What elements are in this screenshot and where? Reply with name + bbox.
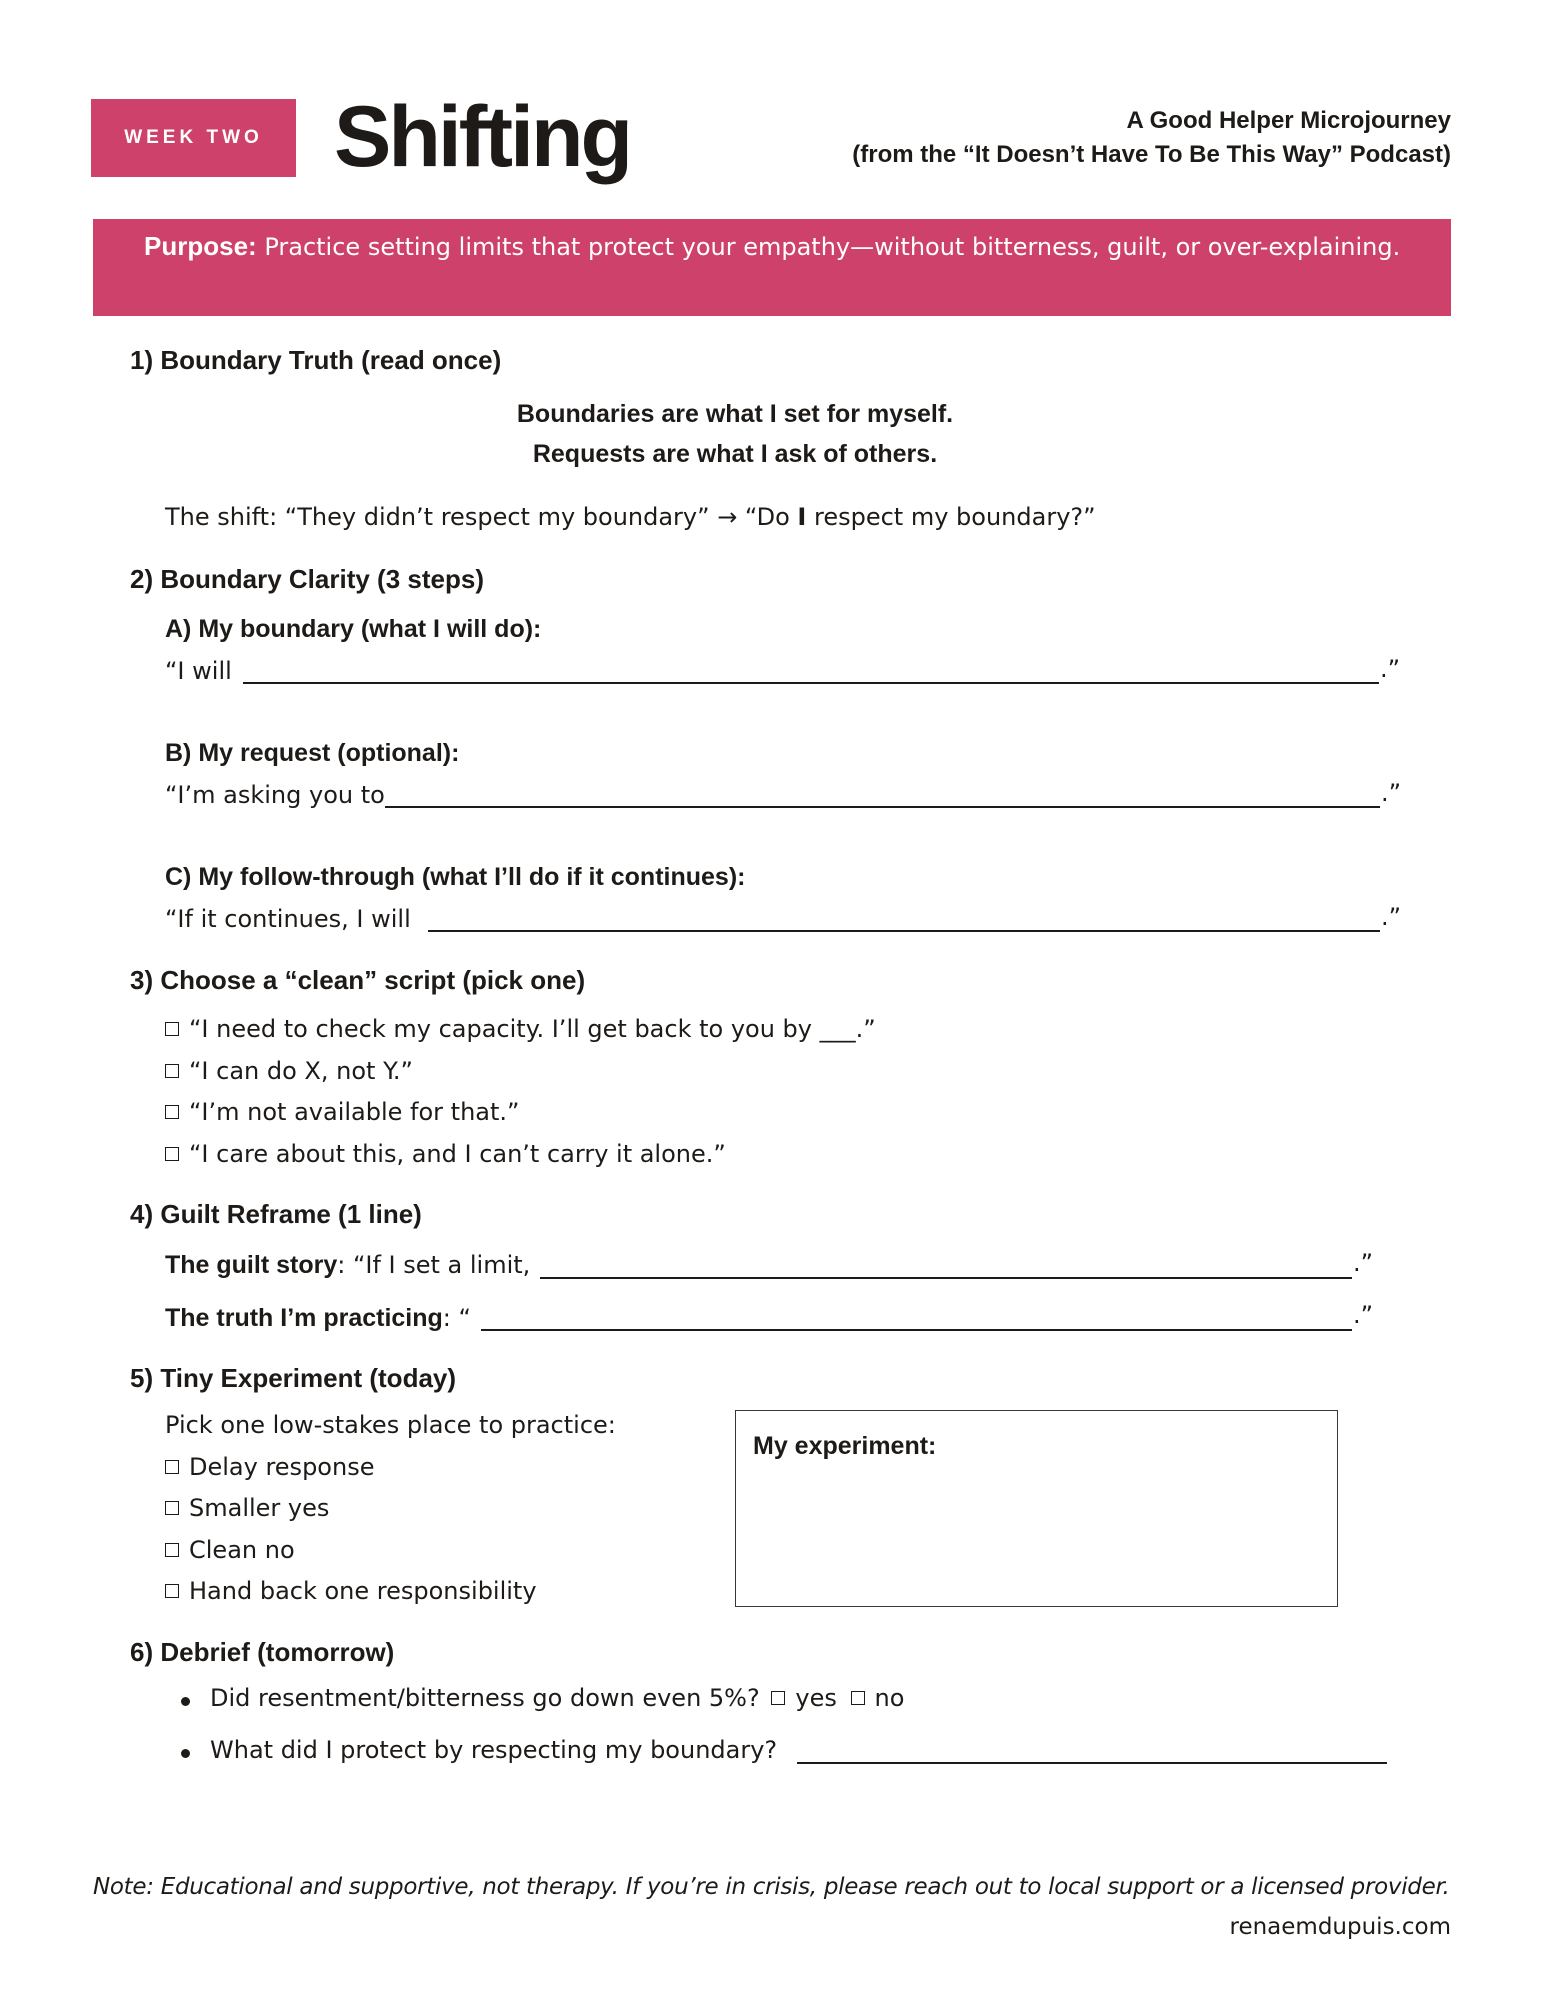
debrief-question-2: What did I protect by respecting my boundary?	[210, 1736, 778, 1764]
guilt-story-label: The guilt story	[165, 1251, 338, 1279]
section-2-heading: 2) Boundary Clarity (3 steps)	[130, 564, 484, 594]
disclaimer-note: Note: Educational and supportive, not therapy. If you’re in crisis, please reach out to local support or a licensed provider.	[93, 1874, 1450, 1900]
script-option[interactable]	[165, 1012, 876, 1046]
shift-suffix: respect my boundary?”	[806, 503, 1096, 531]
section-1-heading: 1) Boundary Truth (read once)	[130, 345, 502, 375]
boundary-label: A) My boundary (what I will do):	[165, 615, 542, 643]
truth-practicing-label: The truth I’m practicing	[165, 1304, 443, 1332]
experiment-option-text: Delay response	[189, 1453, 375, 1481]
experiment-option[interactable]	[165, 1574, 537, 1608]
script-option-text: “I can do X, not Y.”	[189, 1057, 413, 1085]
series-subtitle	[852, 104, 1451, 172]
debrief-write-line[interactable]	[797, 1762, 1387, 1764]
follow-through-write-line[interactable]	[428, 930, 1380, 932]
purpose-banner	[93, 219, 1451, 316]
checkbox-icon[interactable]	[165, 1022, 179, 1036]
truth-practicing-prompt: : “	[442, 1304, 471, 1332]
website-link[interactable]: renaemdupuis.com	[1229, 1914, 1451, 1940]
guilt-story-line-end: .”	[1353, 1249, 1374, 1277]
script-option-text: “I care about this, and I can’t carry it alone.”	[189, 1140, 726, 1168]
script-option-text: “I need to check my capacity. I’ll get back to you by ___.”	[189, 1015, 876, 1043]
request-write-line[interactable]	[385, 806, 1380, 808]
script-option[interactable]	[165, 1095, 519, 1129]
experiment-option-text: Smaller yes	[189, 1494, 330, 1522]
yes-option[interactable]: yes	[795, 1684, 837, 1712]
boundary-write-line[interactable]	[243, 682, 1379, 684]
page-title: Shifting	[334, 89, 631, 185]
experiment-box-label: My experiment:	[753, 1432, 937, 1460]
experiment-option[interactable]	[165, 1450, 374, 1484]
checkbox-icon[interactable]	[165, 1105, 179, 1119]
shift-emphasis: I	[797, 503, 807, 531]
experiment-box[interactable]	[735, 1410, 1338, 1607]
section-4-heading: 4) Guilt Reframe (1 line)	[130, 1199, 422, 1229]
script-option[interactable]	[165, 1054, 413, 1088]
section-6-heading: 6) Debrief (tomorrow)	[130, 1637, 395, 1667]
experiment-intro: Pick one low-stakes place to practice:	[165, 1411, 616, 1439]
debrief-question-1	[210, 1681, 904, 1715]
checkbox-icon[interactable]	[165, 1147, 179, 1161]
series-line-2: (from the “It Doesn’t Have To Be This Way” Podcast)	[852, 141, 1451, 168]
checkbox-icon[interactable]	[165, 1460, 179, 1474]
request-label: B) My request (optional):	[165, 739, 460, 767]
guilt-story-prompt: : “If I set a limit,	[337, 1251, 531, 1279]
purpose-text: Practice setting limits that protect your empathy—without bitterness, guilt, or over-explaining.	[264, 233, 1401, 261]
week-badge	[91, 99, 296, 177]
shift-statement	[165, 500, 1096, 534]
script-option[interactable]	[165, 1137, 726, 1171]
checkbox-icon[interactable]	[771, 1691, 785, 1705]
series-line-1: A Good Helper Microjourney	[1126, 107, 1451, 134]
truth-practicing-line-end: .”	[1353, 1301, 1374, 1329]
debrief-question-1-text: Did resentment/bitterness go down even 5%?	[210, 1684, 760, 1712]
section-5-heading: 5) Tiny Experiment (today)	[130, 1363, 457, 1393]
script-option-text: “I’m not available for that.”	[189, 1098, 520, 1126]
request-line-end: .”	[1381, 779, 1402, 807]
no-option[interactable]: no	[874, 1684, 905, 1712]
boundary-line-end: .”	[1380, 655, 1401, 683]
checkbox-icon[interactable]	[165, 1543, 179, 1557]
checkbox-icon[interactable]	[165, 1501, 179, 1515]
shift-prefix: The shift: “They didn’t respect my boundary” → “Do	[165, 503, 798, 531]
guilt-story-row	[165, 1248, 530, 1282]
experiment-option[interactable]	[165, 1491, 329, 1525]
checkbox-icon[interactable]	[165, 1064, 179, 1078]
checkbox-icon[interactable]	[165, 1584, 179, 1598]
boundary-truth-line-2: Requests are what I ask of others.	[532, 440, 938, 468]
bullet-icon	[181, 1697, 190, 1706]
experiment-option-text: Hand back one responsibility	[189, 1577, 537, 1605]
experiment-option-text: Clean no	[189, 1536, 295, 1564]
purpose-label: Purpose:	[144, 231, 257, 261]
bullet-icon	[181, 1749, 190, 1758]
follow-through-prompt: “If it continues, I will	[165, 905, 411, 933]
request-prompt: “I’m asking you to	[165, 781, 385, 809]
boundary-prompt: “I will	[165, 657, 232, 685]
truth-practicing-row	[165, 1301, 471, 1335]
guilt-story-write-line[interactable]	[540, 1277, 1352, 1279]
section-3-heading: 3) Choose a “clean” script (pick one)	[130, 965, 586, 995]
follow-through-label: C) My follow-through (what I’ll do if it continues):	[165, 863, 746, 891]
experiment-option[interactable]	[165, 1533, 295, 1567]
truth-practicing-write-line[interactable]	[481, 1329, 1352, 1331]
follow-through-line-end: .”	[1381, 903, 1402, 931]
week-label: WEEK TWO	[124, 127, 263, 148]
boundary-truth-line-1: Boundaries are what I set for myself.	[516, 400, 954, 428]
checkbox-icon[interactable]	[851, 1691, 865, 1705]
